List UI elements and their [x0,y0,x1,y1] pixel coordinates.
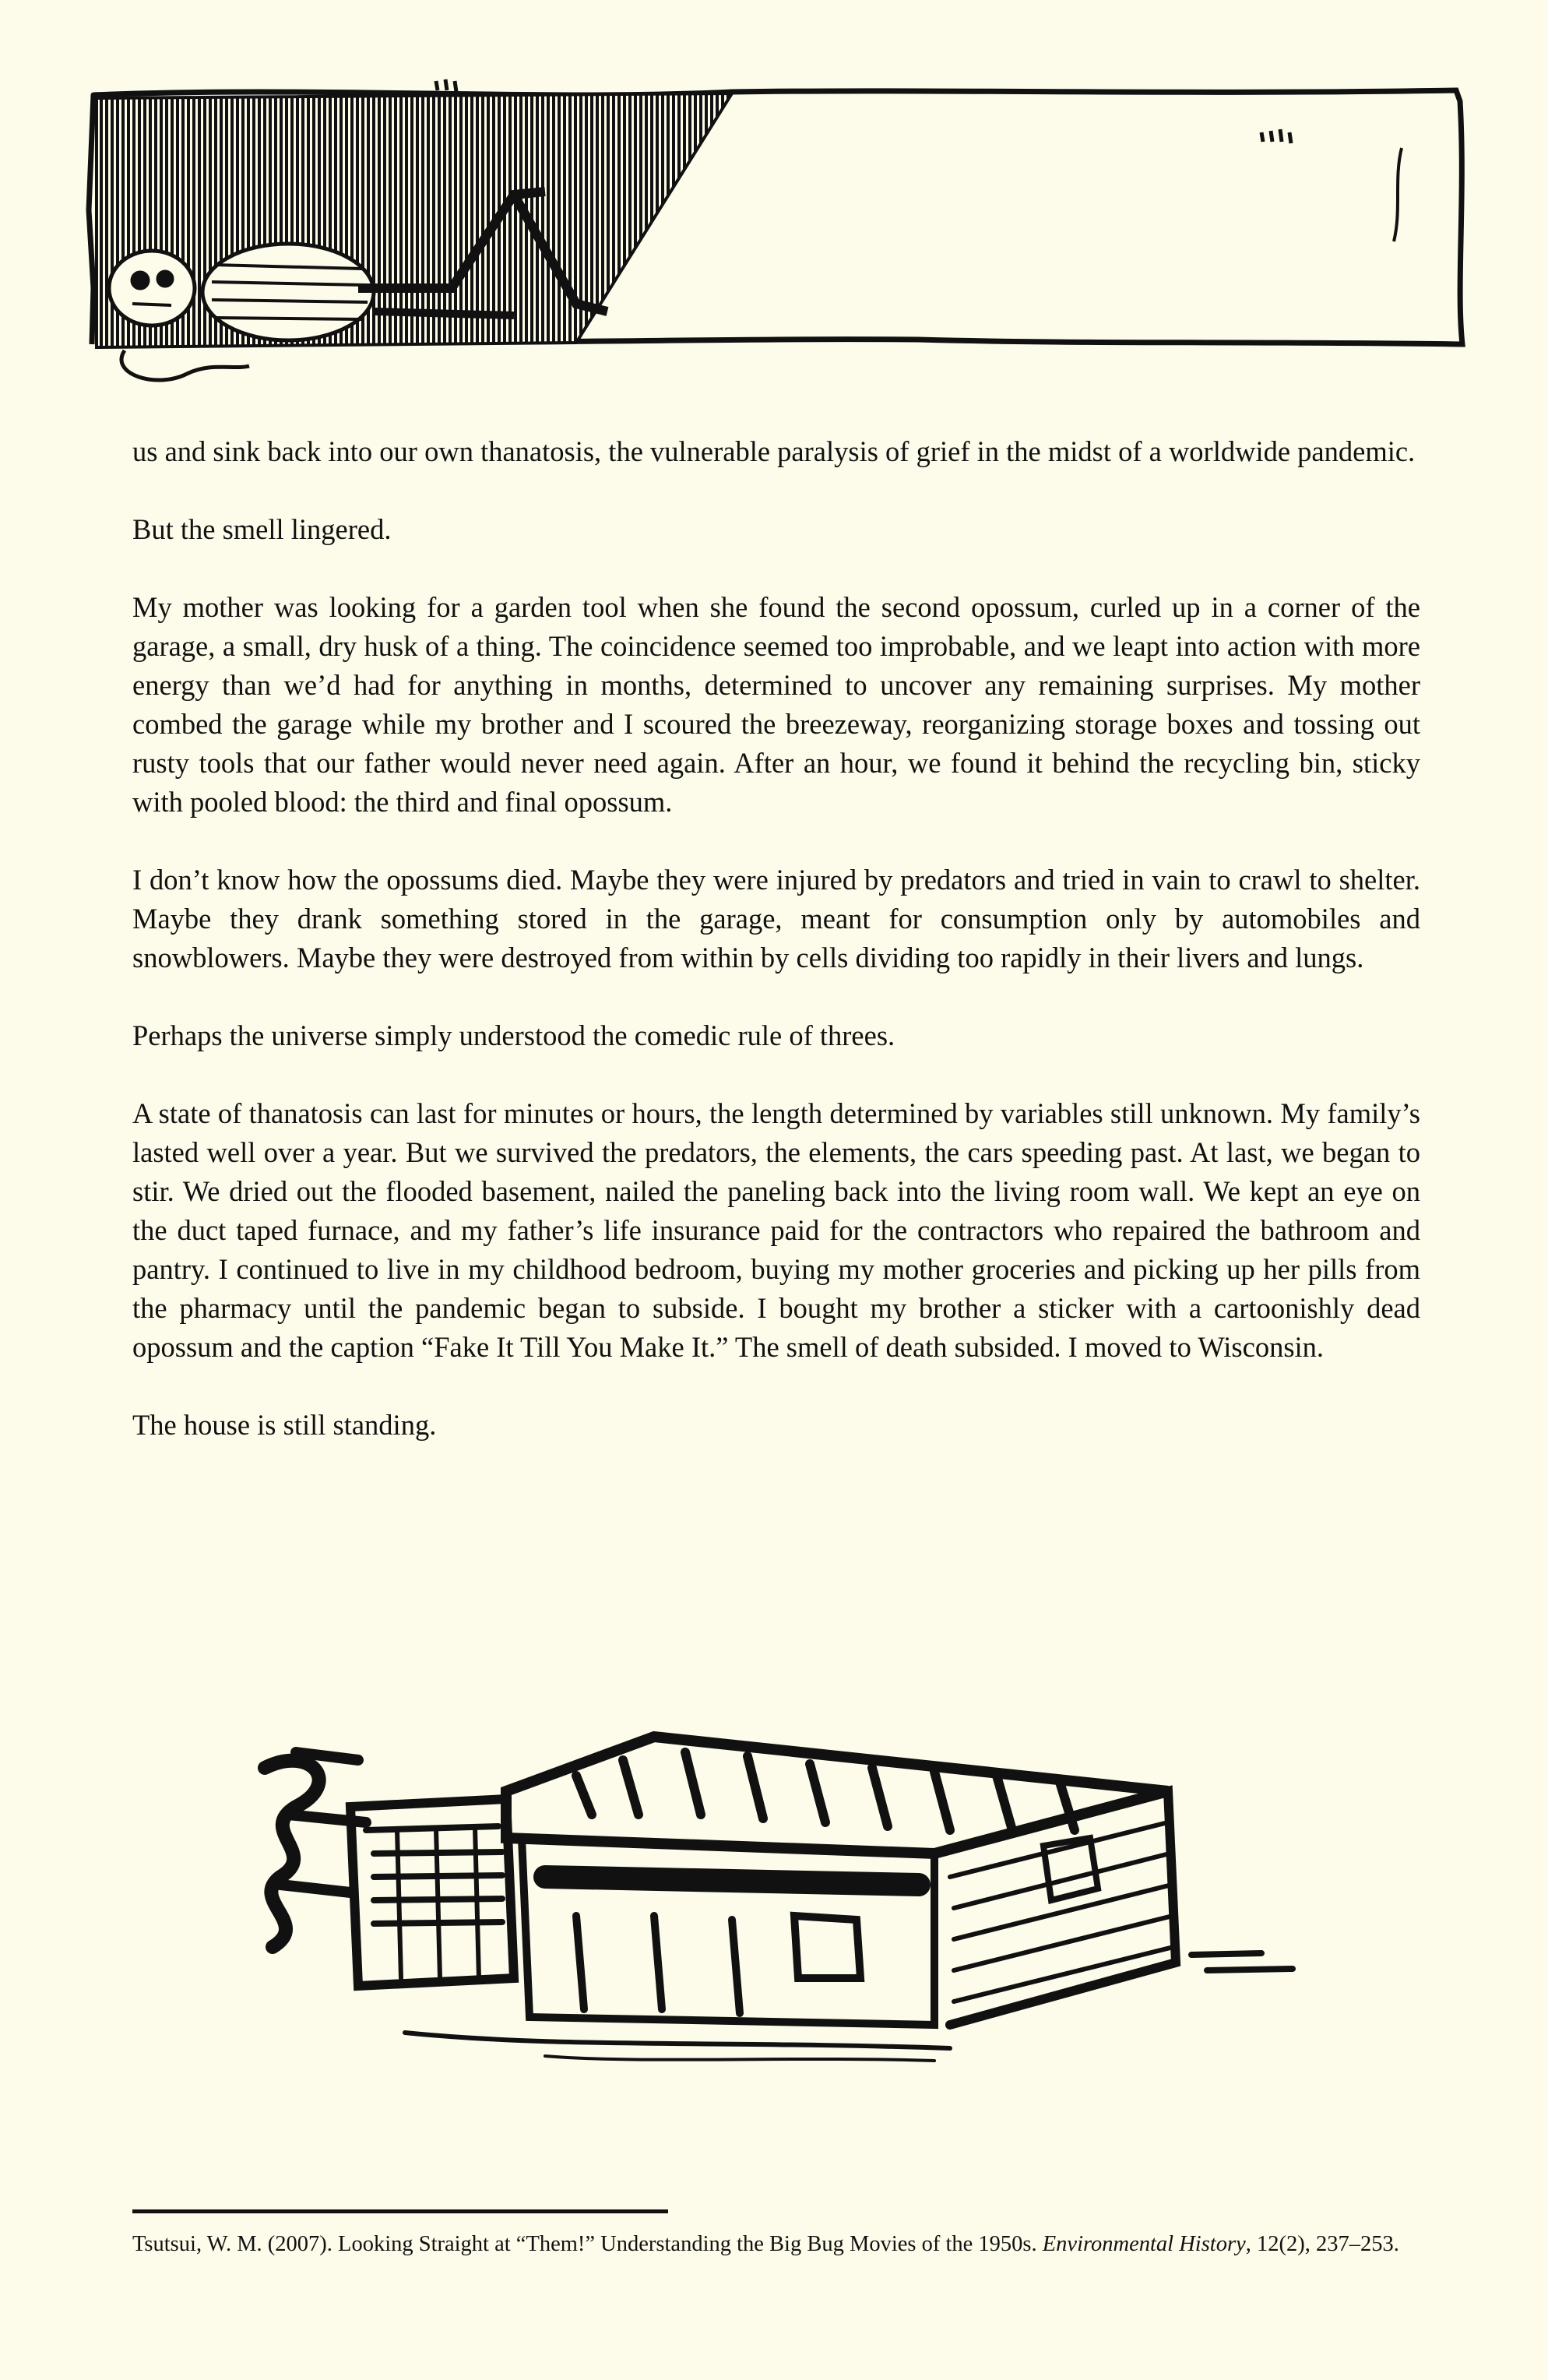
paragraph: But the smell lingered. [132,513,392,545]
footnote-journal: Environmental History [1042,2232,1246,2256]
footnote-text: Tsutsui, W. M. (2007). Looking Straight at “Them!” Understanding the Big Bug Movies of the 1950s. [132,2232,1043,2256]
paragraph: A state of thanatosis can last for minutes or hours, the length determined by variables still unknown. My family’s lasted well over a year. But we survived the predators, the elements, the cars speeding past. At last, we began to stir. We dried out the flooded basement, nailed the paneling back into the living room wall. We kept an eye on the duct taped furnace, and my father’s life insurance paid for the contractors who repaired the bathroom and pantry. I continued to live in my childhood bedroom, buying my mother groceries and picking up her pills from the pharmacy until the pandemic began to subside. I bought my brother a sticker with a cartoonishly dead opossum and the caption “Fake It Till You Make It.” The smell of death subsided. I moved to Wisconsin. [132,1097,1420,1363]
paragraph: us and sink back into our own thanatosis, the vulnerable paralysis of grief in the midst of a worldwide pandemic. [132,435,1416,467]
paragraph: My mother was looking for a garden tool when she found the second opossum, curled up in a corner of the garage, a small, dry husk of a thing. The coincidence seemed too improbable, and we leapt into action with more energy than we’d had for anything in months, determined to uncover any remaining surprises. My mother combed the garage while my brother and I scoured the breezeway, reorganizing storage boxes and tossing out rusty tools that our father would never need again. After an hour, we found it behind the recycling bin, sticky with pooled blood: the third and final opossum. [132,591,1420,818]
footnote-citation [132,2227,1420,2262]
footnote-volume: , 12(2), 237–253. [1245,2232,1399,2256]
paragraph: Perhaps the universe simply understood the comedic rule of threes. [132,1019,895,1051]
skeleton-banner-illustration [78,55,1472,397]
article-body [132,432,1420,1445]
paragraph: The house is still standing. [132,1409,437,1441]
footnote-divider [132,2209,668,2213]
house-illustration [249,1721,1324,2064]
paragraph: I don’t know how the opossums died. Maybe they were injured by predators and tried in vain to crawl to shelter. Maybe they drank something stored in the garage, meant for consumption only by automobiles and snowblowers. Maybe they were destroyed from within by cells dividing too rapidly in their livers and lungs. [132,864,1420,973]
